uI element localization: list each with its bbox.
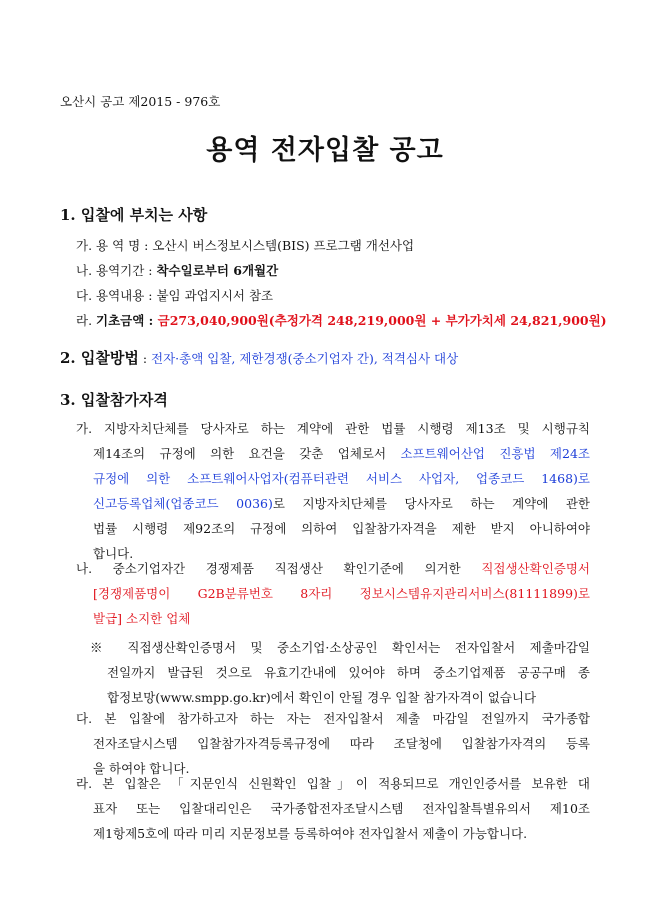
qualification-na xyxy=(76,556,590,631)
notice-number: 오산시 공고 제2015 - 976호 xyxy=(60,94,221,109)
item-label: 나. 용역기간 : xyxy=(76,263,157,278)
paragraph-line: 전일까지 발급된 것으로 유효기간내에 있어야 하며 중소기업제품 공공구매 종 xyxy=(107,665,590,680)
section2 xyxy=(60,347,458,368)
paragraph-line: 라. 본 입찰은 「지문인식 신원확인 입찰」이 적용되므로 개인인증서를 보유한 대 xyxy=(76,776,590,791)
paragraph-line: 합정보망(www.smpp.go.kr)에서 확인이 안될 경우 입찰 참가자격이 없습니다 xyxy=(107,690,537,705)
paragraph-line: [경쟁제품명이 G2B분류번호 8자리 정보시스템유지관리서비스(81111899)로 xyxy=(93,586,590,601)
text-run: 제14조의 규정에 의한 요건을 갖춘 업체로서 xyxy=(93,446,401,461)
item-value: 착수일로부터 6개월간 xyxy=(156,263,279,278)
paragraph-line: 발급] 소지한 업체 xyxy=(93,611,191,626)
item-label: 라. xyxy=(76,313,97,328)
item-service-period xyxy=(76,261,278,279)
section2-separator: : xyxy=(138,351,152,366)
section3-heading: 3. 입찰참가자격 xyxy=(60,391,168,409)
paragraph-line xyxy=(76,441,590,466)
section2-heading: 2. 입찰방법 xyxy=(60,349,139,367)
item-service-content xyxy=(76,286,273,304)
paragraph-line: 을 하여야 합니다. xyxy=(93,761,190,776)
item-base-amount xyxy=(76,311,607,329)
qualification-ga xyxy=(76,416,590,566)
paragraph-line: 다. 본 입찰에 참가하고자 하는 자는 전자입찰서 제출 마감일 전일까지 국가종합 xyxy=(76,711,590,726)
item-service-name xyxy=(76,236,414,254)
paragraph-line: 합니다. xyxy=(93,546,134,561)
item-label-bold: 기초금액 : xyxy=(96,313,158,328)
paragraph-line: 제1항제5호에 따라 미리 지문정보를 등록하여야 전자입찰서 제출이 가능합니다. xyxy=(93,826,528,841)
text-run: 나. 중소기업자간 경쟁제품 직접생산 확인기준에 의거한 xyxy=(76,561,482,576)
page-title: 용역 전자입찰 공고 xyxy=(206,135,444,166)
qualification-note xyxy=(90,635,590,710)
paragraph-line: 표자 또는 입찰대리인은 국가종합전자조달시스템 전자입찰특별유의서 제10조 xyxy=(93,801,590,816)
highlight-text: 소프트웨어산업 진흥법 제24조 xyxy=(400,446,590,461)
paragraph-line: 규정에 의한 소프트웨어사업자(컴퓨터관련 서비스 사업자, 업종코드 1468)로 xyxy=(93,471,590,486)
paragraph-line xyxy=(76,491,590,516)
paragraph-line: 전자조달시스템 입찰참가자격등록규정에 따라 조달청에 입찰참가자격의 등록 xyxy=(93,736,590,751)
bid-method: 전자·총액 입찰, 제한경쟁(중소기업자 간), 적격심사 대상 xyxy=(151,351,459,366)
paragraph-line: 가. 지방자치단체를 당사자로 하는 계약에 관한 법률 시행령 제13조 및 시행규칙 xyxy=(76,421,590,436)
text-run: 로 지방자치단체를 당사자로 하는 계약에 관한 xyxy=(272,496,590,511)
item-value: 금273,040,900원(추정가격 248,219,000원 + 부가가치세 24,821,900원) xyxy=(157,313,607,328)
item-label: 가. 용 역 명 : xyxy=(76,238,153,253)
item-value: 오산시 버스정보시스템(BIS) 프로그램 개선사업 xyxy=(152,238,415,253)
paragraph-line xyxy=(76,556,590,581)
item-label: 다. 용역내용 : xyxy=(76,288,157,303)
qualification-ra xyxy=(76,771,590,846)
section1-heading: 1. 입찰에 부치는 사항 xyxy=(60,206,208,224)
paragraph-line: ※ 직접생산확인증명서 및 중소기업·소상공인 확인서는 전자입찰서 제출마감일 xyxy=(90,640,590,655)
paragraph-line: 법률 시행령 제92조의 규정에 의하여 입찰참가자격을 제한 받지 아니하여야 xyxy=(93,521,590,536)
qualification-da xyxy=(76,706,590,781)
highlight-text: 직접생산확인증명서 xyxy=(481,561,590,576)
item-value: 붙임 과업지시서 참조 xyxy=(156,288,274,303)
highlight-text: 신고등록업체(업종코드 0036) xyxy=(93,496,273,511)
